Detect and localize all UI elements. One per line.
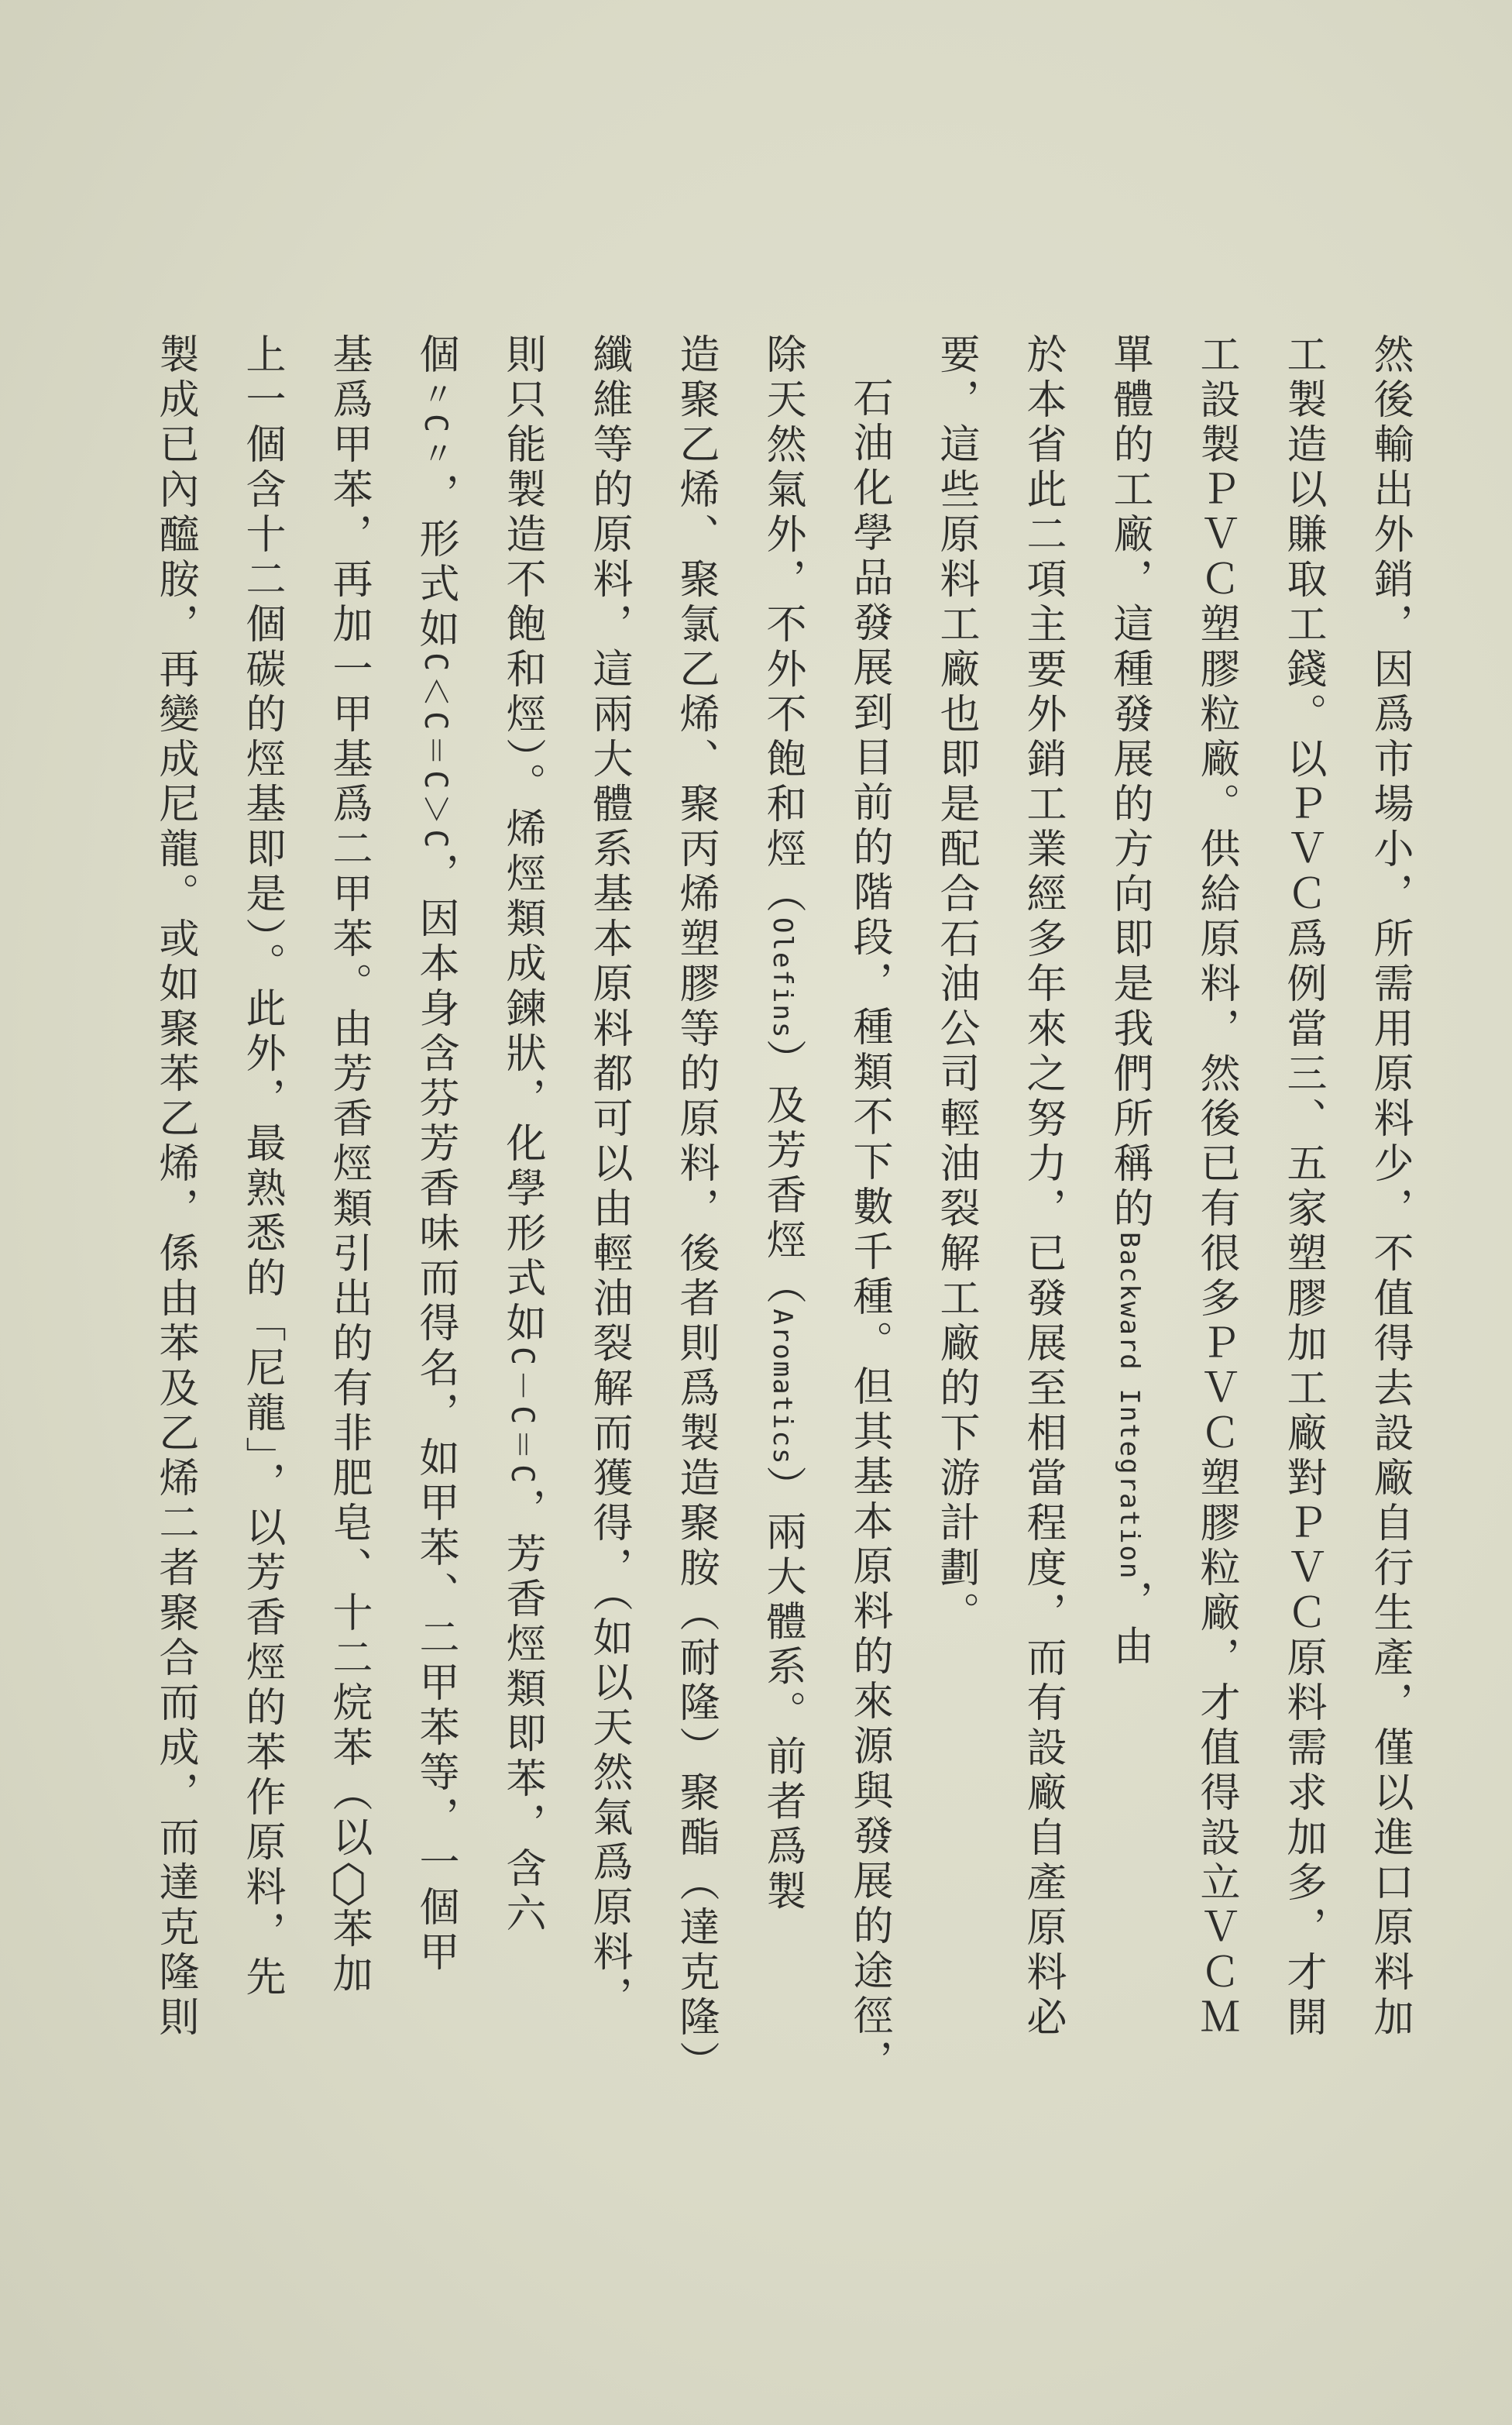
backward-integration-term: Backward Integration: [1114, 1232, 1145, 1581]
text-line-8-main: 除天然氣外，不外不飽和烴（: [759, 333, 806, 917]
text-line-8: [739, 333, 826, 2169]
text-line-14: 上一個含十二個碳的烴基即是）。此外，最熟悉的「尼龍」，以芳香烴的苯作原料，先: [239, 333, 285, 2000]
text-line-6: 要，這些原料工廠也即是配合石油公司輕油裂解工廠的下游計劃。: [933, 333, 979, 1636]
text-line-10: 纖維等的原料，這兩大體系基本原料都可以由輕油裂解而獲得，（如以天然氣爲原料，: [586, 333, 632, 2021]
vertical-text-body: [152, 333, 1433, 2169]
text-line-12-tail: ，因本身含芬芳香味而得名，如甲苯、二甲苯等，一個甲: [412, 852, 459, 1976]
benzene-ring-icon: [325, 1861, 372, 1907]
text-line-12: [392, 333, 479, 2169]
text-line-11: [479, 333, 565, 2169]
benzene-ring-formula: C＜C＝C＞C: [418, 652, 453, 853]
text-line-5: 於本省此二項主要外銷工業經多年來之努力，已發展至相當程度，而有設廠自產原料必: [1019, 333, 1066, 2041]
text-line-4-main: 單體的工廠，這種發展的方向即是我們所稱的: [1106, 333, 1153, 1232]
text-line-3: 工設製ＰＶＣ塑膠粒廠。供給原料，然後已有很多ＰＶＣ塑膠粒廠，才值得設立ＶＣＭ: [1193, 333, 1239, 2041]
text-line-4: [1086, 333, 1173, 2169]
text-line-13-tail: 苯加: [325, 1907, 372, 1997]
text-line-15: 製成已內醯胺，再變成尼龍。或如聚苯乙烯，係由苯及乙烯二者聚合而成，而達克隆則: [152, 333, 198, 2041]
text-line-13-main: 基爲甲苯，再加一甲基爲二甲苯。由芳香烴類引出的有非肥皂、十二烷苯（以: [325, 333, 372, 1861]
text-line-2: 工製造以賺取工錢。以ＰＶＣ爲例當三、五家塑膠加工廠對ＰＶＣ原料需求加多，才開: [1280, 333, 1326, 2041]
olefins-term: Olefins: [767, 917, 798, 1040]
text-line-4-tail: ，由: [1106, 1580, 1153, 1670]
text-line-12-main: 個: [412, 333, 459, 378]
text-line-8-mid: ）及芳香烴（: [759, 1039, 806, 1309]
text-line-1: 然後輸出外銷，因爲市場小，所需用原料少，不值得去設廠自行生產，僅以進口原料加: [1366, 333, 1413, 2041]
text-line-8-tail: ）兩大體系。前者爲製: [759, 1465, 806, 1915]
aromatics-term: Aromatics: [767, 1309, 798, 1466]
text-line-13: [305, 333, 392, 2169]
text-line-9: 造聚乙烯、聚氯乙烯、聚丙烯塑膠等的原料，後者則爲製造聚胺（耐隆）聚酯（達克隆）: [672, 333, 719, 2086]
text-line-7: 石油化學品發展到目前的階段，種類不下數千種。但其基本原料的來源與發展的途徑，: [846, 377, 892, 2084]
text-line-11-tail: ，芳香烴類即苯，含六: [499, 1488, 545, 1938]
olefin-chain-formula: C－C＝C: [504, 1347, 540, 1488]
text-line-11-main: 則只能製造不飽和烴）。烯烴類成鍊狀，化學形式如: [499, 333, 545, 1347]
text-line-12-mid: ，形式如: [412, 473, 459, 653]
carbon-quote: 〃C〃: [418, 378, 453, 473]
